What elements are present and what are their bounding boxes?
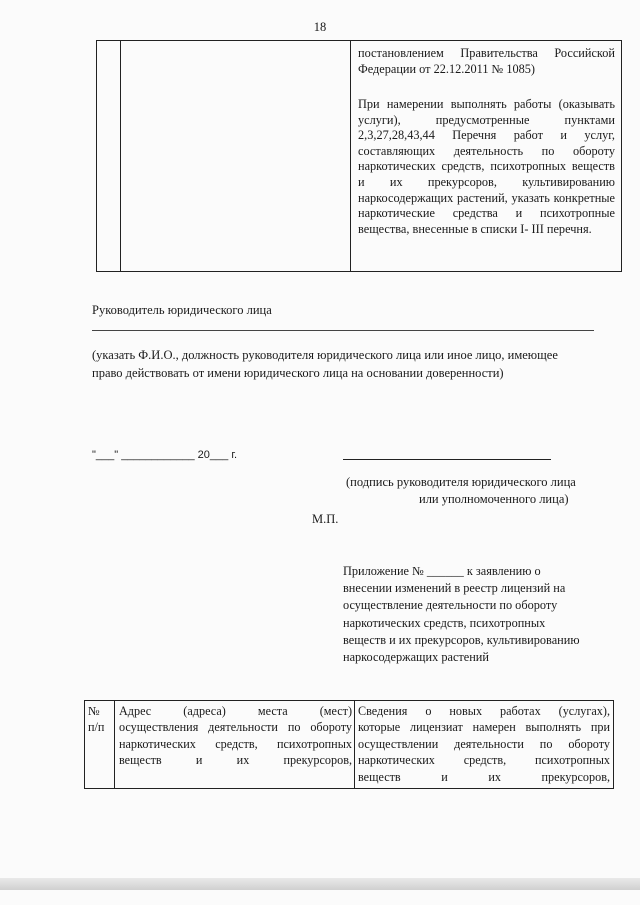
header-line: № (88, 704, 100, 718)
date-line: "___" ____________ 20___ г. (92, 449, 238, 461)
stamp-label: М.П. (312, 512, 339, 526)
column-services-header (358, 703, 610, 785)
table-column-divider (354, 701, 355, 788)
paragraph-text: постановлением Правительства Российской Федерации от 22.12.2011 № 1085) (358, 46, 615, 76)
appendix-line: наркотических средств, психотропных (343, 615, 546, 630)
appendix-line: Приложение № ______ к заявлению о (343, 564, 541, 578)
table-column-divider (114, 701, 115, 788)
header-line: Сведения о новых работах (услугах), (358, 704, 610, 718)
header-line: наркотических средств, психотропных (358, 753, 610, 768)
header-line: Адрес (адреса) места (мест) (119, 704, 352, 718)
column-address-header (119, 703, 352, 769)
appendix-heading (343, 563, 613, 666)
table-column-divider (350, 41, 351, 271)
head-label: Руководитель юридического лица (92, 303, 272, 317)
appendix-line: осуществление деятельности по обороту (343, 598, 558, 613)
page-number: 18 (313, 20, 327, 34)
table-column-divider (120, 41, 121, 271)
appendix-line: веществ и их прекурсоров, культивированию (343, 632, 580, 647)
header-line: наркотических средств, психотропных (119, 736, 352, 751)
header-line: веществ и их прекурсоров, (358, 769, 610, 784)
appendix-line: внесении изменений в реестр лицензий на (343, 581, 566, 596)
signature-caption-1: (подпись руководителя юридического лица (346, 475, 576, 489)
header-line: п/п (88, 720, 105, 735)
header-line: которые лицензиат намерен выполнять при (358, 720, 610, 735)
header-line: осуществления деятельности по обороту (119, 720, 352, 735)
column-number-header (88, 703, 113, 736)
top-table-paragraph-1 (358, 46, 615, 77)
appendix-line: наркосодержащих растений (343, 650, 489, 665)
top-table-paragraph-2 (358, 97, 615, 237)
header-line: веществ и их прекурсоров, (119, 753, 352, 768)
header-line: осуществлении деятельности по обороту (358, 736, 610, 751)
head-note: (указать Ф.И.О., должность руководителя юридического лица или иное лицо, имеющее право действовать от имени юридического лица на основании доверенности) (92, 348, 558, 380)
signature-caption-2: или уполномоченного лица) (419, 492, 569, 506)
signature-line (343, 459, 551, 460)
scan-bottom-edge (0, 878, 640, 890)
name-fill-line (92, 330, 594, 331)
paragraph-text: При намерении выполнять работы (оказывать услуги), предусмотренные пунктами 2,3,27,28,43,44 Перечня работ и услуг, составляющих деятельность по обороту наркотических средств, психотропных веществ и их прекурсоров, культивированию наркосодержащих растений, указать конкретные наркотические средства и психотропные вещества, внесенные в списки I- III перечня. (358, 97, 615, 236)
